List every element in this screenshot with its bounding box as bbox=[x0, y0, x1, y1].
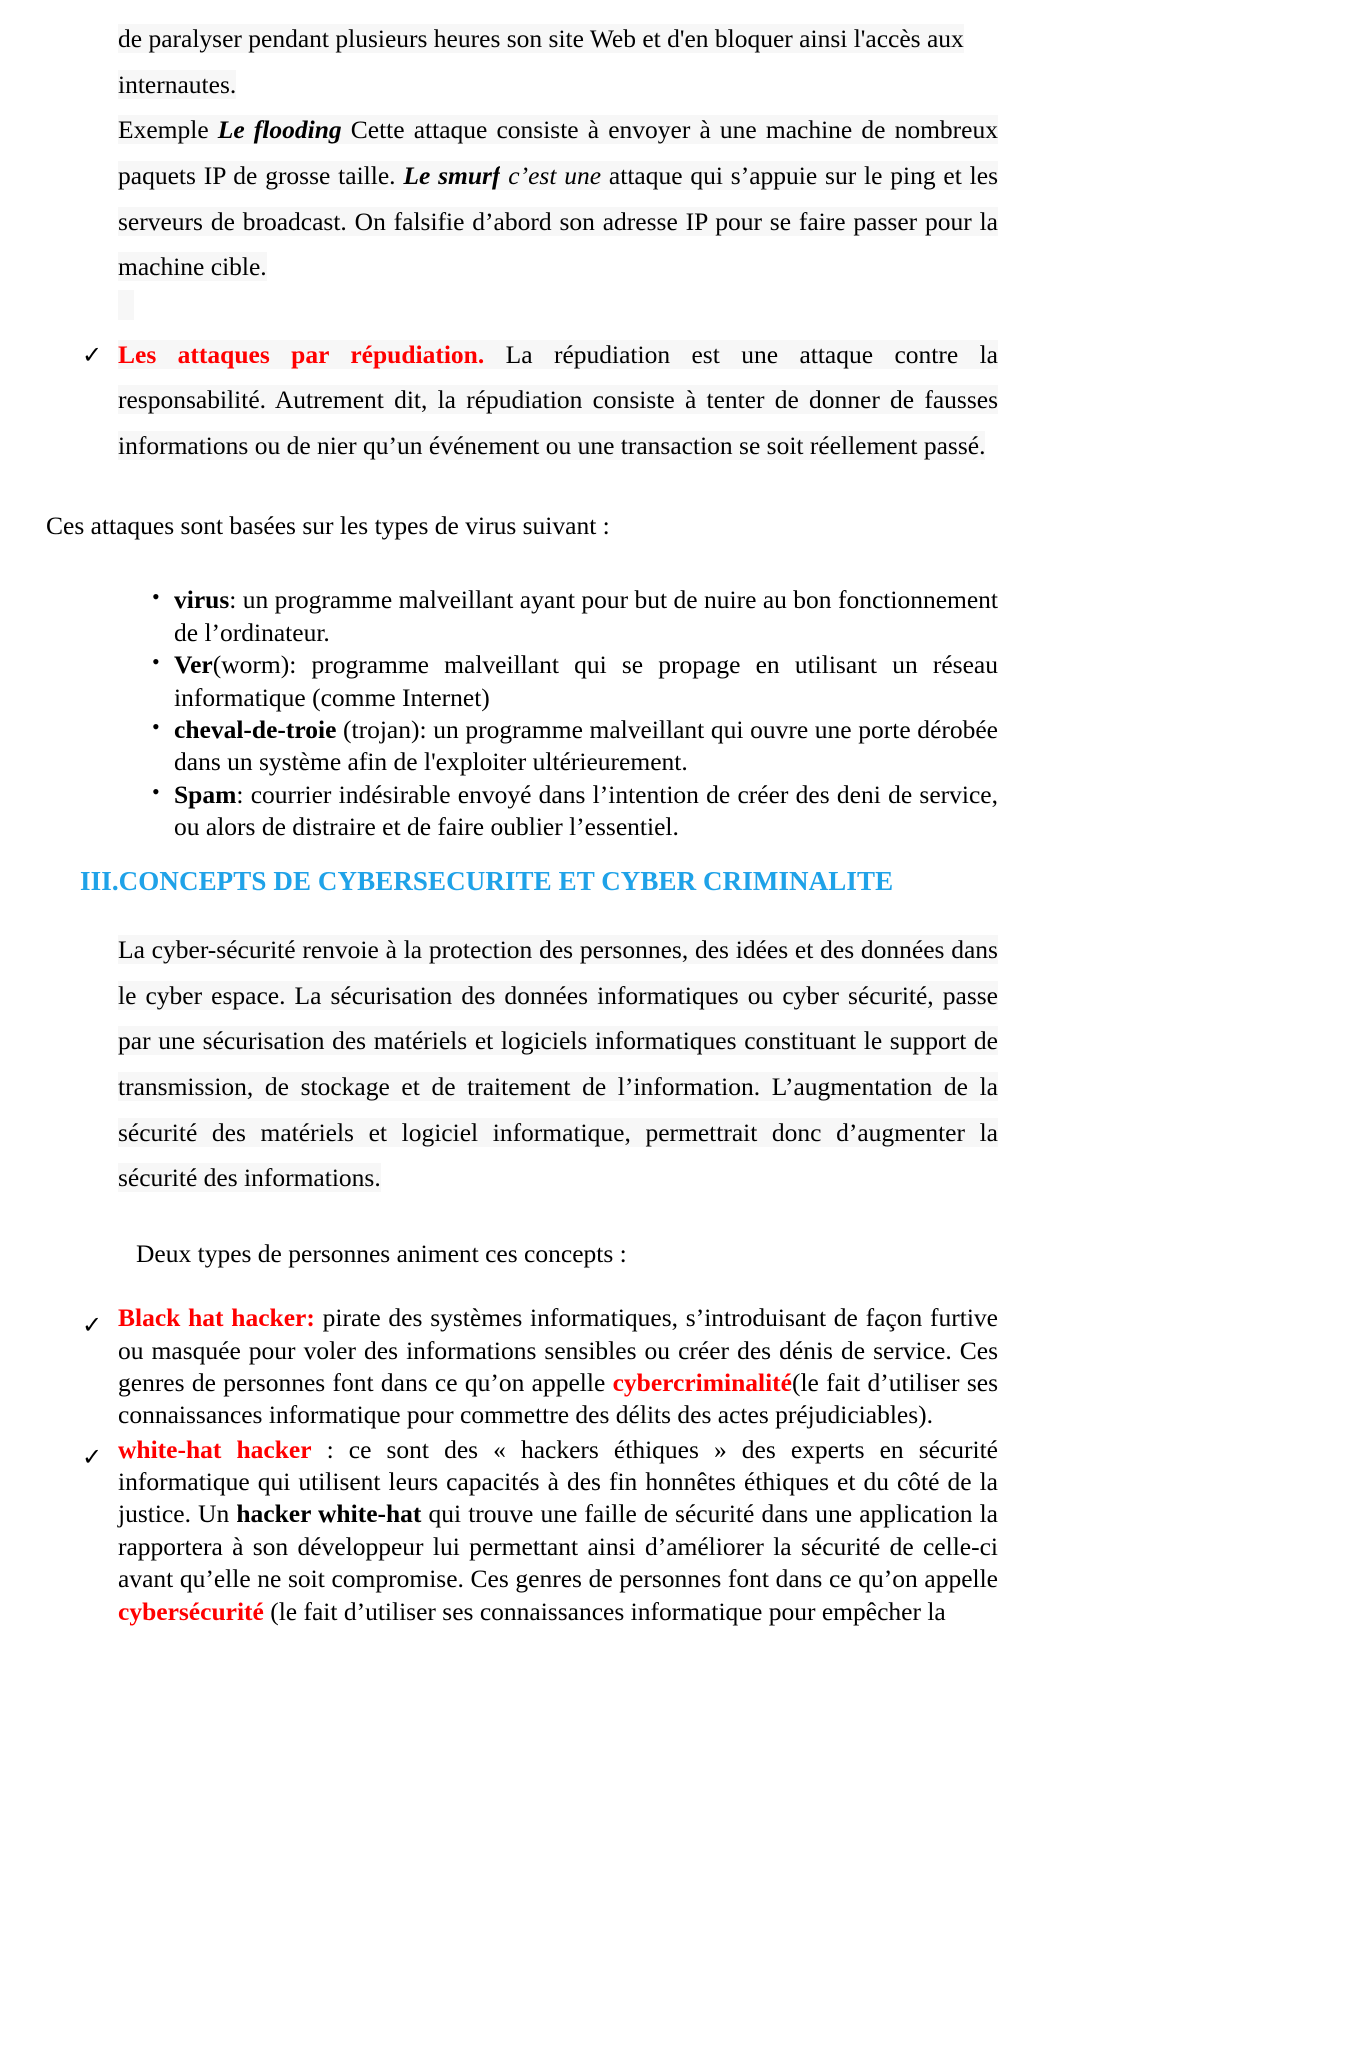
white-hat-text-before: : ce sont des « hackers éthiques » des experts en sécurité informatique qui utilisent leurs capacités à des fin honnêtes éthiques et du côté de la justice. Un bbox=[118, 1434, 998, 1529]
example-label: Exemple bbox=[118, 115, 218, 145]
example-text-2: attaque qui s’appuie sur le ping et les serveurs de broadcast. On falsifie d’abord son adresse IP pour se faire passer pour la machine cible. bbox=[118, 160, 998, 282]
check-item-black-hat-body bbox=[118, 1302, 998, 1432]
black-hat-emphasis-cybercriminalite: cybercriminalité bbox=[612, 1367, 792, 1397]
list-item bbox=[152, 584, 998, 649]
virus-definition: : un programme malveillant ayant pour but de nuire au bon fonctionnement de l’ordinateur. bbox=[174, 585, 998, 647]
white-hat-text-mid: qui trouve une faille de sécurité dans une application la rapportera à son développeur lui permettant ainsi d’améliorer la sécurité de celle-ci avant qu’elle ne soit compromise. Ces genres de personnes font dans ce qu’on appelle bbox=[118, 1499, 999, 1594]
checkmark-icon: ✓ bbox=[82, 1442, 103, 1471]
term-le-flooding: Le flooding bbox=[217, 115, 342, 145]
deux-types-line bbox=[136, 1231, 1060, 1277]
empty-highlight-block bbox=[118, 290, 134, 320]
white-hat-bold-mid: hacker white-hat bbox=[236, 1499, 422, 1529]
virus-definition: (worm): programme malveillant qui se propage en utilisant un réseau informatique (comme Internet) bbox=[174, 650, 998, 712]
cybersecurity-paragraph-text: La cyber-sécurité renvoie à la protection des personnes, des idées et des données dans le cyber espace. La sécurisation des données informatiques ou cyber sécurité, passe par une sécurisation des matériels et logiciels informatiques constituant le support de transmission, de stockage et de traitement de l’information. L’augmentation de la sécurité des matériels et logiciel informatique, permettrait donc d’augmenter la sécurité des informations. bbox=[118, 935, 998, 1193]
intro-example-paragraph bbox=[118, 107, 998, 290]
example-text-1: Cette attaque consiste à envoyer à une machine de nombreux paquets IP de grosse taille. bbox=[118, 115, 998, 190]
checkmark-icon: ✓ bbox=[82, 340, 103, 369]
term-le-smurf: Le smurf bbox=[403, 160, 501, 190]
virus-term: Spam bbox=[174, 779, 237, 809]
white-hat-emphasis-cybersecurite: cybersécurité bbox=[118, 1596, 264, 1626]
white-hat-title: white-hat hacker bbox=[118, 1434, 312, 1464]
check-item-repudiation bbox=[82, 332, 998, 469]
virus-lead-line bbox=[46, 503, 1060, 549]
white-hat-text-after: (le fait d’utiliser ses connaissances informatique pour empêcher la bbox=[263, 1596, 946, 1626]
check-item-white-hat-body bbox=[118, 1434, 998, 1628]
check-item-white-hat bbox=[82, 1434, 998, 1628]
section-heading-cybersecurite bbox=[0, 863, 1060, 901]
deux-types-line-text: Deux types de personnes animent ces concepts : bbox=[136, 1239, 627, 1269]
black-hat-title: Black hat hacker: bbox=[118, 1303, 315, 1333]
intro-line-2 bbox=[118, 62, 998, 108]
intro-line-1-text: de paralyser pendant plusieurs heures son site Web et d'en bloquer ainsi l'accès aux bbox=[118, 24, 964, 53]
list-item bbox=[152, 714, 998, 779]
virus-definition: (trojan): un programme malveillant qui ouvre une porte dérobée dans un système afin de l'exploiter ultérieurement. bbox=[174, 714, 998, 777]
list-item bbox=[152, 649, 998, 714]
virus-definition: : courrier indésirable envoyé dans l’intention de créer des deni de service, ou alors de distraire et de faire oublier l’essentiel. bbox=[174, 779, 998, 842]
cybersecurity-paragraph bbox=[118, 927, 998, 1201]
list-item bbox=[152, 779, 998, 844]
hacker-types-list bbox=[0, 1302, 1060, 1628]
virus-types-list bbox=[0, 584, 1060, 843]
black-hat-text-before: pirate des systèmes informatiques, s’introduisant de façon furtive ou masquée pour voler des informations sensibles ou créer des dénis de service. Ces genres de personnes font dans ce qu’on appelle bbox=[118, 1303, 998, 1397]
check-item-repudiation-body bbox=[118, 332, 998, 469]
virus-term: Ver bbox=[174, 650, 213, 680]
intro-block bbox=[118, 0, 998, 332]
check-item-black-hat bbox=[82, 1302, 998, 1432]
virus-lead-line-text: Ces attaques sont basées sur les types de virus suivant : bbox=[46, 510, 610, 540]
intro-line-2-text: internautes. bbox=[118, 69, 237, 99]
black-hat-text-after: (le fait d’utiliser ses connaissances informatique pour commettre des délits des actes préjudiciables). bbox=[118, 1367, 998, 1430]
repudiation-title: Les attaques par répudiation. bbox=[118, 339, 485, 369]
spacer-line bbox=[118, 290, 998, 332]
intro-line-1 bbox=[118, 16, 998, 62]
repudiation-text: La répudiation est une attaque contre la responsabilité. Autrement dit, la répudiation consiste à tenter de donner de fausses informations ou de nier qu’un événement ou une transaction se soit réellement passé. bbox=[118, 339, 998, 461]
section-heading-text: III.CONCEPTS DE CYBERSECURITE ET CYBER CRIMINALITE bbox=[80, 866, 894, 897]
virus-term: cheval-de-troie bbox=[174, 714, 337, 744]
virus-term: virus bbox=[174, 585, 230, 615]
term-le-smurf-italic-tail: c’est une bbox=[500, 160, 602, 190]
checkmark-icon: ✓ bbox=[82, 1311, 103, 1340]
